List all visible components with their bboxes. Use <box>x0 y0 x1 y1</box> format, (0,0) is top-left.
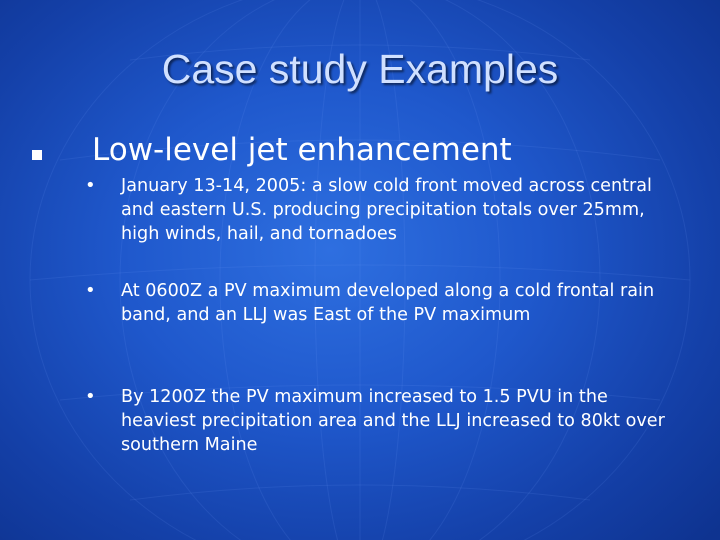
slide-title: Case study Examples <box>161 46 559 92</box>
square-bullet-icon <box>32 150 42 160</box>
bullet-text: January 13-14, 2005: a slow cold front moved across central and eastern U.S. producing precipitation totals over 25mm, high winds, hail, and tornadoes <box>121 176 652 244</box>
heading-text: Low-level jet enhancement <box>92 132 512 168</box>
bullet-text: At 0600Z a PV maximum developed along a cold frontal rain band, and an LLJ was East of the PV maximum <box>121 281 655 325</box>
dot-bullet-icon: • <box>85 280 96 301</box>
bullet-text: By 1200Z the PV maximum increased to 1.5 PVU in the heaviest precipitation area and the LLJ increased to 80kt over southern Maine <box>121 387 665 455</box>
dot-bullet-icon: • <box>85 175 96 196</box>
dot-bullet-icon: • <box>85 386 96 407</box>
